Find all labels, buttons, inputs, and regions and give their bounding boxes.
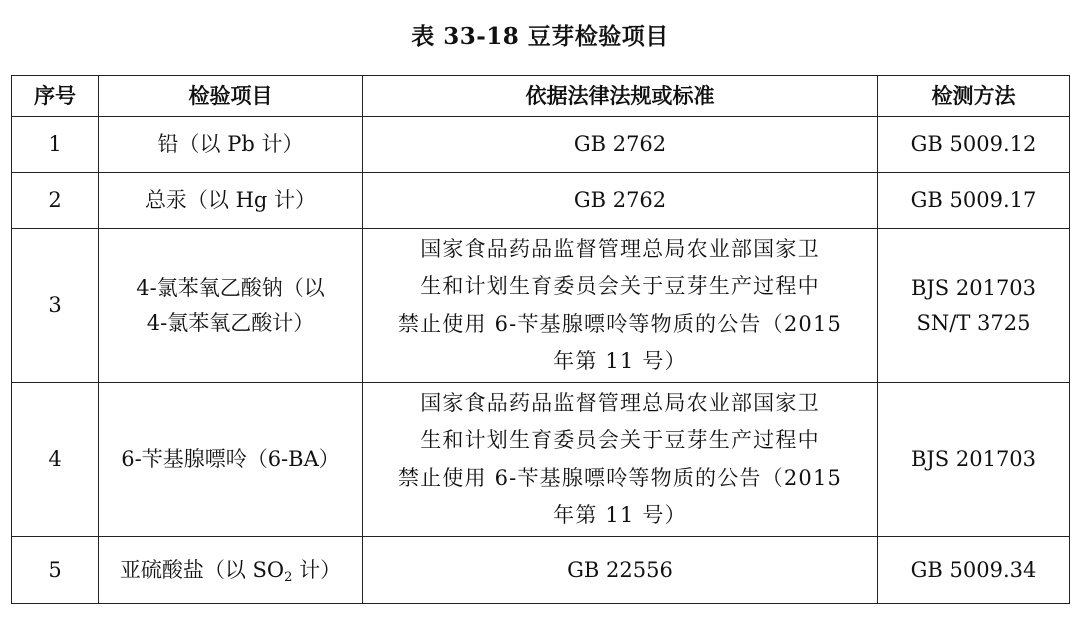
- method-line: GB 5009.17: [910, 188, 1037, 212]
- table-row: [12, 537, 1070, 604]
- header-row: [12, 76, 1070, 117]
- row-basis: [363, 173, 878, 229]
- table-row: [12, 383, 1070, 537]
- method-line: GB 5009.34: [910, 557, 1037, 582]
- row-basis: [363, 229, 878, 383]
- row-method: [878, 383, 1070, 537]
- row-item: [99, 537, 363, 604]
- basis-line: 禁止使用 6-苄基腺嘌呤等物质的公告（2015: [397, 465, 843, 490]
- header-method: 检测方法: [878, 76, 1070, 117]
- row-basis: [363, 537, 878, 604]
- basis-line: 国家食品药品监督管理总局农业部国家卫: [420, 236, 820, 261]
- row-item: 6-苄基腺嘌呤（6-BA）: [99, 383, 363, 537]
- basis-line: GB 22556: [567, 557, 673, 582]
- row-no: 2: [12, 173, 99, 229]
- table-row: [12, 117, 1070, 173]
- header-basis: 依据法律法规或标准: [363, 76, 878, 117]
- item-line: 4-氯苯氧乙酸钠（以: [136, 275, 325, 300]
- table-row: [12, 173, 1070, 229]
- item-suffix: 计）: [292, 557, 342, 582]
- row-no: 1: [12, 117, 99, 173]
- row-item: 铅（以 Pb 计）: [99, 117, 363, 173]
- row-method: [878, 117, 1070, 173]
- row-basis: [363, 117, 878, 173]
- header-item: 检验项目: [99, 76, 363, 117]
- header-no: 序号: [12, 76, 99, 117]
- item-subscript: 2: [284, 569, 293, 585]
- basis-line: 生和计划生育委员会关于豆芽生产过程中: [420, 428, 820, 452]
- method-line: BJS 201703: [910, 447, 1037, 471]
- basis-line: 禁止使用 6-苄基腺嘌呤等物质的公告（2015: [397, 311, 843, 336]
- row-no: 3: [12, 229, 99, 383]
- method-line: SN/T 3725: [916, 310, 1031, 335]
- basis-line: GB 2762: [573, 188, 667, 212]
- basis-line: 年第 11 号）: [553, 503, 687, 527]
- method-line: BJS 201703: [910, 275, 1037, 300]
- method-line: GB 5009.12: [910, 132, 1037, 156]
- row-item: 总汞（以 Hg 计）: [99, 173, 363, 229]
- basis-line: 国家食品药品监督管理总局农业部国家卫: [420, 390, 820, 415]
- basis-line: 年第 11 号）: [553, 349, 687, 373]
- row-method: [878, 229, 1070, 383]
- row-no: 5: [12, 537, 99, 604]
- row-item: [99, 229, 363, 383]
- item-line: 4-氯苯氧乙酸计）: [146, 310, 315, 335]
- table-row: [12, 229, 1070, 383]
- basis-line: GB 2762: [573, 132, 667, 156]
- row-method: [878, 173, 1070, 229]
- row-basis: [363, 383, 878, 537]
- item-prefix: 亚硫酸盐（以 SO: [119, 557, 285, 582]
- row-method: [878, 537, 1070, 604]
- inspection-table: [11, 75, 1070, 604]
- basis-line: 生和计划生育委员会关于豆芽生产过程中: [420, 274, 820, 298]
- row-no: 4: [12, 383, 99, 537]
- table-title: 表 33-18 豆芽检验项目: [411, 23, 669, 50]
